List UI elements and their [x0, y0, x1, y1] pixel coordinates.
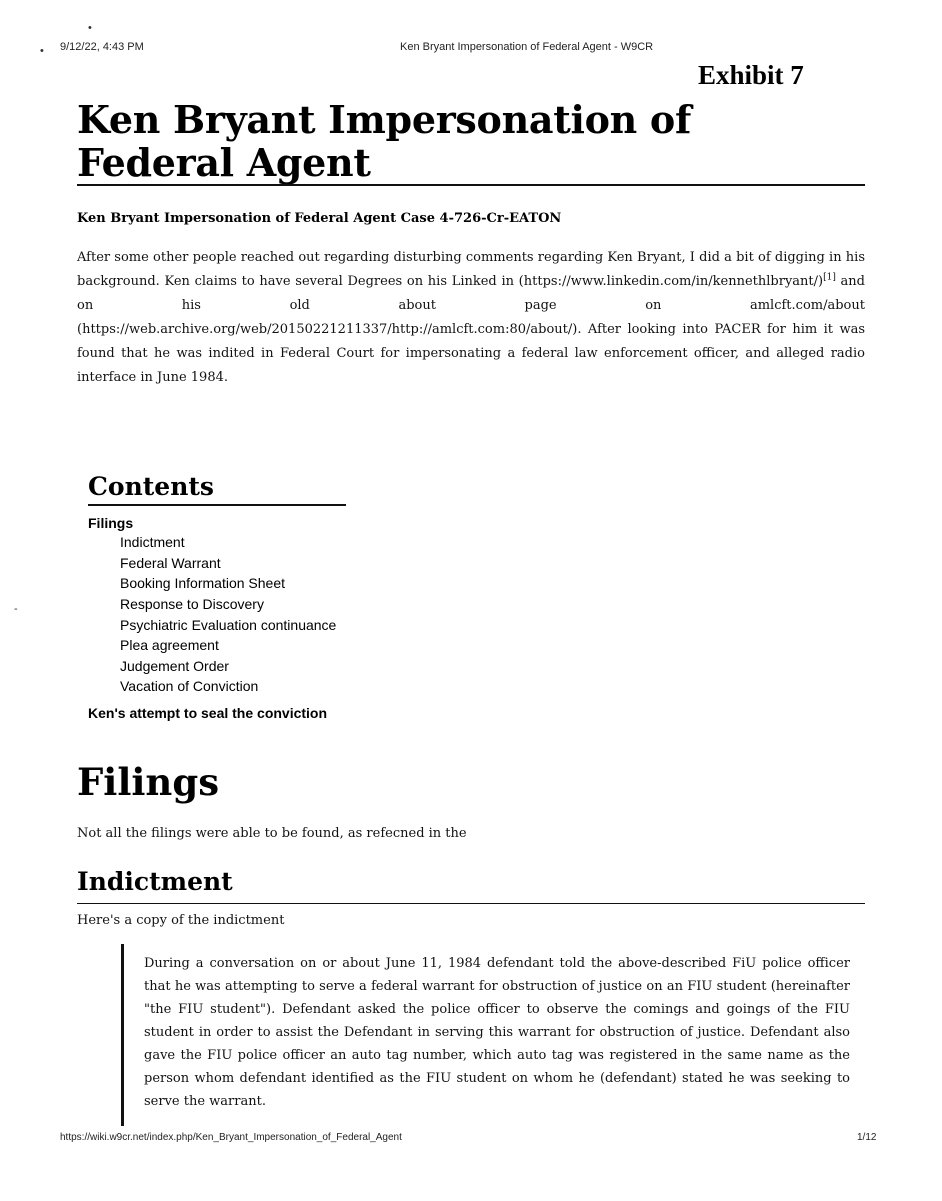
intro-line-2-end: and	[835, 274, 866, 289]
blockquote-bar	[121, 944, 124, 1126]
case-subtitle: Ken Bryant Impersonation of Federal Agent Case 4-726-Cr-EATON	[77, 211, 562, 226]
filings-note: Not all the filings were able to be found, as refecned in the	[77, 826, 467, 841]
indictment-intro: Here's a copy of the indictment	[77, 913, 285, 928]
reference-link[interactable]: [1]	[823, 272, 836, 283]
page-title: Ken Bryant Impersonation of Federal Agent	[77, 97, 692, 185]
word: page	[524, 298, 557, 313]
scan-mark: •	[88, 22, 92, 34]
toc-link-seal-attempt[interactable]: Ken's attempt to seal the conviction	[88, 705, 328, 721]
scan-mark: -	[14, 603, 18, 615]
linkedin-text[interactable]: background. Ken claims to have several Degrees on his Linked in (https://www.linkedin.com/in/kennethlbryant/)	[77, 274, 824, 289]
toc-link-response-to-discovery[interactable]: Response to Discovery	[120, 596, 264, 612]
toc-divider	[88, 504, 346, 506]
word: on	[645, 298, 662, 313]
word: his	[181, 298, 201, 313]
toc-link-booking-information[interactable]: Booking Information Sheet	[120, 575, 285, 591]
title-divider	[77, 184, 865, 186]
indictment-quote: During a conversation on or about June 11, 1984 defendant told the above-described FiU police officer that he was attempting to serve a federal warrant for obstruction of justice on an FIU student (hereinafter "the FIU student"). Defendant asked the police officer to observe the comings and goings of the FIU student in order to assist the Defendant in serving this warrant for obstruction of justice. Defendant also gave the FIU police officer an auto tag number, which auto tag was registered in the same name as the person whom defendant identified as the FIU student on whom he (defendant) stated he was seeking to serve the warrant.	[144, 956, 850, 1109]
indictment-divider	[77, 903, 865, 904]
intro-paragraph	[77, 246, 865, 390]
print-footer-page: 1/12	[857, 1132, 877, 1143]
toc-link-indictment[interactable]: Indictment	[120, 534, 185, 550]
filings-heading: Filings	[77, 760, 220, 804]
print-header-title: Ken Bryant Impersonation of Federal Agent - W9CR	[400, 41, 654, 53]
intro-line-3	[77, 294, 865, 318]
toc-link-psychiatric-evaluation[interactable]: Psychiatric Evaluation continuance	[120, 617, 337, 633]
amlcft-about-link[interactable]: amlcft.com/about	[749, 298, 865, 313]
intro-line-2	[77, 270, 865, 294]
word: about	[398, 298, 436, 313]
indictment-heading: Indictment	[77, 867, 233, 896]
toc-link-federal-warrant[interactable]: Federal Warrant	[120, 555, 221, 571]
toc-link-filings[interactable]: Filings	[88, 515, 134, 531]
print-header-datetime: 9/12/22, 4:43 PM	[60, 41, 144, 53]
toc-link-vacation-of-conviction[interactable]: Vacation of Conviction	[120, 678, 259, 694]
scan-mark: •	[40, 45, 44, 57]
intro-line-1: After some other people reached out regarding disturbing comments regarding Ken Bryant, I did a bit of digging in his	[77, 250, 865, 265]
toc-title: Contents	[88, 472, 215, 501]
print-footer-url: https://wiki.w9cr.net/index.php/Ken_Bryant_Impersonation_of_Federal_Agent	[60, 1132, 402, 1143]
word: on	[77, 298, 94, 313]
intro-line-rest: (https://web.archive.org/web/20150221211337/http://amlcft.com:80/about/). After looking into PACER for him it was found that he was indited in Federal Court for impersonating a federal law enforcement officer, and alleged radio interface in June 1984.	[77, 322, 865, 385]
word: old	[289, 298, 310, 313]
exhibit-label: Exhibit 7	[698, 60, 804, 90]
toc-link-judgement-order[interactable]: Judgement Order	[120, 658, 229, 674]
toc-link-plea-agreement[interactable]: Plea agreement	[120, 637, 219, 653]
